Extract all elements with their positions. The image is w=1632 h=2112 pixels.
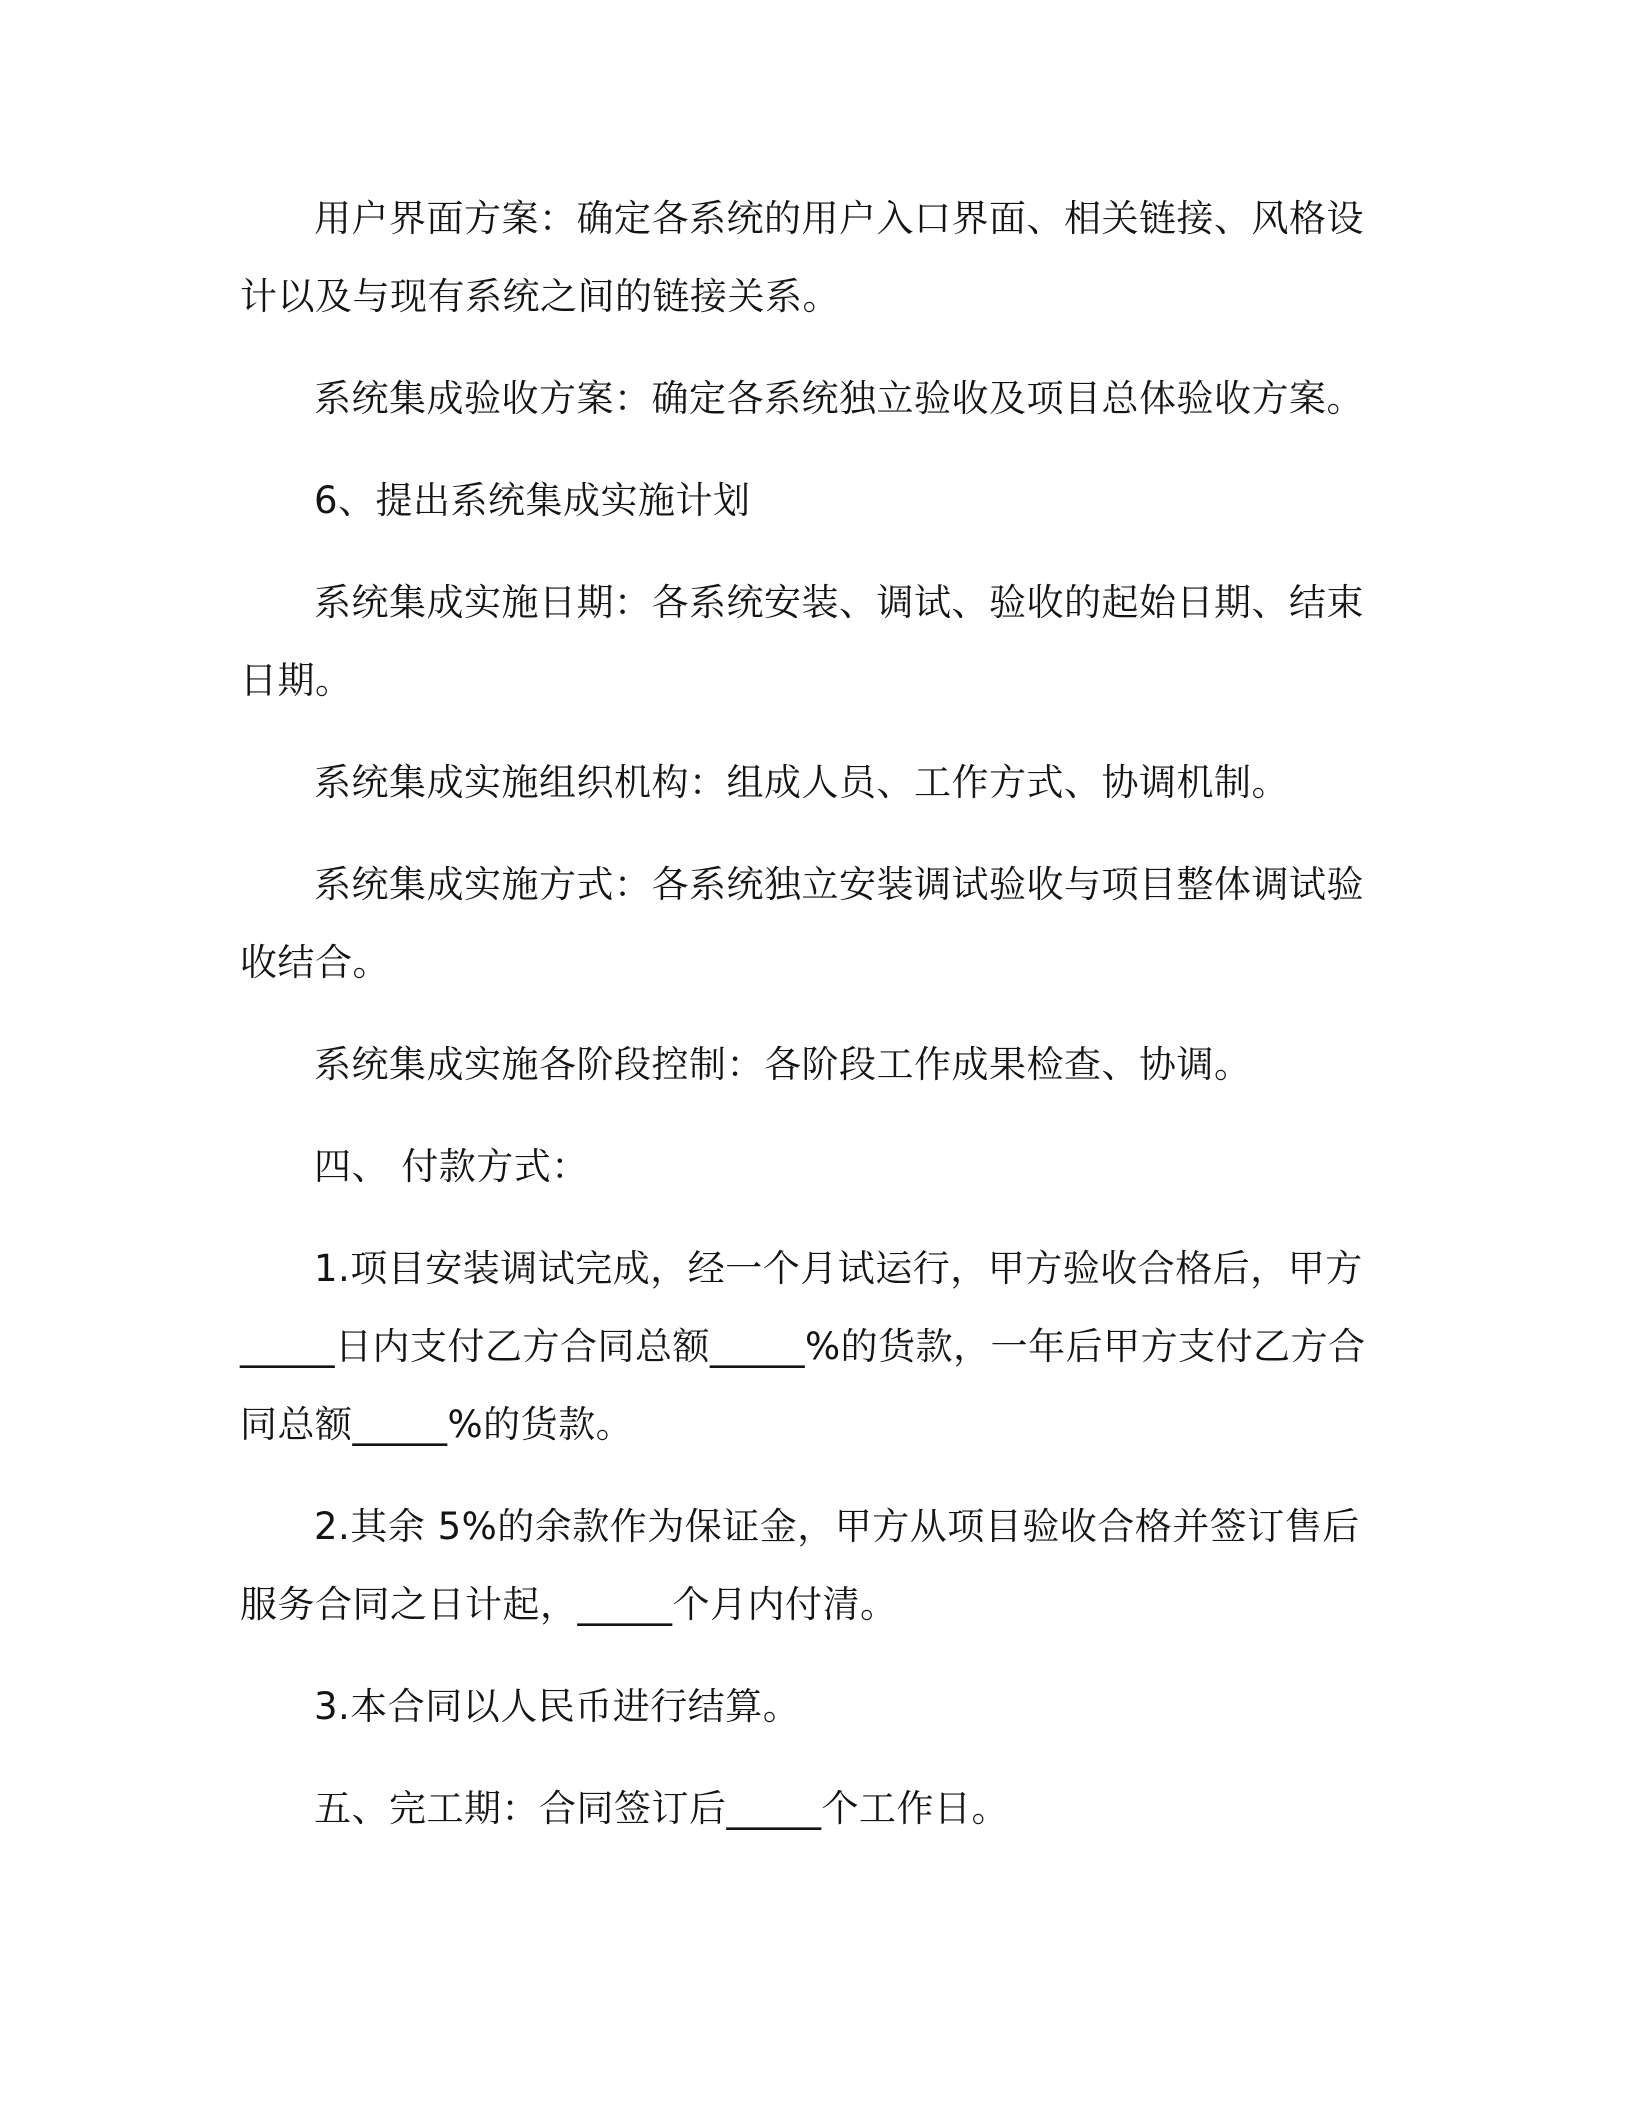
paragraph-implementation-dates: 系统集成实施日期：各系统安装、调试、验收的起始日期、结束日期。 — [240, 581, 1364, 702]
section-heading-payment: 四、 付款方式： — [314, 1145, 589, 1188]
paragraph-ui-plan: 用户界面方案：确定各系统的用户入口界面、相关链接、风格设计以及与现有系统之间的链接关系。 — [240, 197, 1364, 318]
paragraph-payment-1: 1.项目安装调试完成，经一个月试运行，甲方验收合格后，甲方_____日内支付乙方合同总额_____%的货款，一年后甲方支付乙方合同总额_____%的货款。 — [240, 1247, 1366, 1446]
document-body — [240, 180, 1380, 1872]
paragraph-stage-control: 系统集成实施各阶段控制：各阶段工作成果检查、协调。 — [314, 1043, 1252, 1086]
paragraph-payment-2: 2.其余 5%的余款作为保证金，甲方从项目验收合格并签订售后服务合同之日计起，_____个月内付清。 — [240, 1505, 1360, 1626]
paragraph-implementation-organization: 系统集成实施组织机构：组成人员、工作方式、协调机制。 — [314, 761, 1289, 804]
paragraph-payment-3: 3.本合同以人民币进行结算。 — [314, 1685, 801, 1728]
paragraph-acceptance-plan: 系统集成验收方案：确定各系统独立验收及项目总体验收方案。 — [314, 377, 1364, 420]
section-heading-completion: 五、完工期：合同签订后_____个工作日。 — [314, 1787, 1009, 1830]
section-heading-implementation-plan: 6、提出系统集成实施计划 — [314, 479, 751, 522]
paragraph-implementation-method: 系统集成实施方式：各系统独立安装调试验收与项目整体调试验收结合。 — [240, 863, 1364, 984]
